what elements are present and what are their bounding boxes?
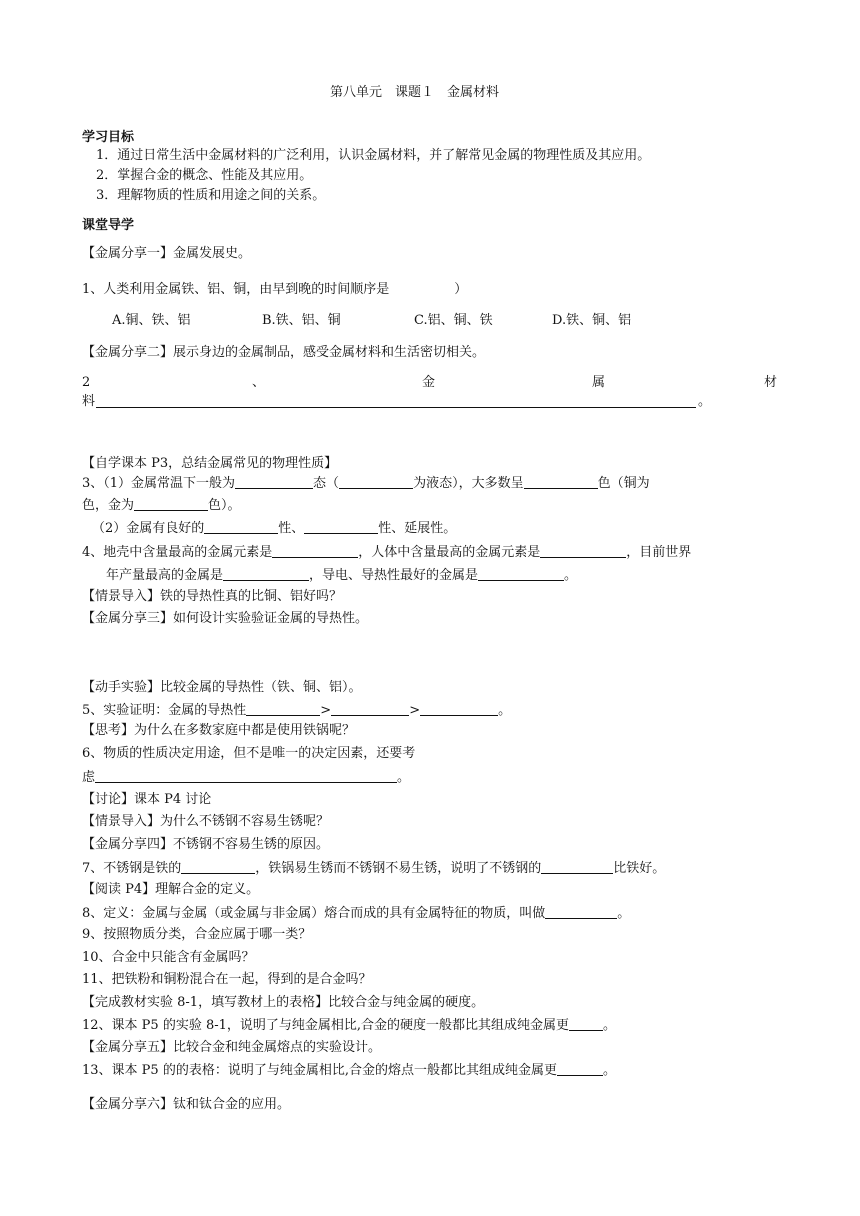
q3-blank-gold[interactable] <box>134 496 208 511</box>
q2-end: 。 <box>698 394 712 409</box>
q5-blank-1[interactable] <box>246 701 320 716</box>
q2-word: 料 <box>82 394 96 409</box>
question-12 <box>82 1016 616 1035</box>
q13-text: 13、课本 P5 的的表格：说明了与纯金属相比,合金的熔点一般都比其组成纯金属更 <box>82 1063 557 1078</box>
q3-text: （2）金属有良好的 <box>92 521 205 536</box>
q3-text: 性、延展性。 <box>378 521 457 536</box>
q3-blank-liquid[interactable] <box>339 474 413 489</box>
share-four: 【金属分享四】不锈钢不容易生锈的原因。 <box>82 837 330 852</box>
question-3-line-1 <box>82 474 650 493</box>
q3-blank-prop2[interactable] <box>304 519 378 534</box>
q4-text: 4、地壳中含量最高的金属元素是 <box>82 545 273 560</box>
q13-end: 。 <box>602 1063 616 1078</box>
q3-text: 色（铜为 <box>597 476 650 491</box>
q5-text: 5、实验证明：金属的导热性 <box>82 703 247 718</box>
q2-number: 2 <box>82 375 91 390</box>
q6-end: 。 <box>397 770 411 785</box>
q8-end: 。 <box>617 906 631 921</box>
share-three: 【金属分享三】如何设计实验验证金属的导热性。 <box>82 611 369 626</box>
q4-text: 年产量最高的金属是 <box>106 568 224 583</box>
q6-text: 虑 <box>82 770 96 785</box>
q2-separator: 、 <box>252 375 266 390</box>
q3-blank-prop1[interactable] <box>204 519 278 534</box>
share-one: 【金属分享一】金属发展史。 <box>82 246 252 261</box>
q4-blank-conductor[interactable] <box>478 566 564 581</box>
q4-blank-crust[interactable] <box>272 543 358 558</box>
q4-text: ，人体中含量最高的金属元素是 <box>358 545 541 560</box>
q3-blank-state[interactable] <box>235 474 313 489</box>
q5-blank-2[interactable] <box>331 701 409 716</box>
question-4-line-2 <box>106 566 577 585</box>
question-4-line-1 <box>82 543 691 562</box>
page-title: 第八单元 课题１ 金属材料 <box>330 85 500 100</box>
share-two: 【金属分享二】展示身边的金属制品，感受金属材料和生活密切相关。 <box>82 345 486 360</box>
q12-text: 12、课本 P5 的实验 8-1，说明了与纯金属相比,合金的硬度一般都比其组成纯金属更 <box>82 1018 570 1033</box>
q3-text: 色，金为 <box>82 498 135 513</box>
q1-option-b: B.铁、铝、铜 <box>262 313 341 328</box>
share-five: 【金属分享五】比较合金和纯金属熔点的实验设计。 <box>82 1040 382 1055</box>
q3-text: 3、（1）金属常温下一般为 <box>82 476 236 491</box>
q7-text: 7、不锈钢是铁的 <box>82 861 182 876</box>
q5-end: 。 <box>498 703 512 718</box>
goal-item: 1．通过日常生活中金属材料的广泛利用，认识金属材料，并了解常见金属的物理性质及其应用。 <box>96 148 651 163</box>
q2-word: 属 <box>592 375 606 390</box>
q3-text: 为液态），大多数呈 <box>413 476 524 491</box>
q12-end: 。 <box>603 1018 617 1033</box>
q1-option-a: A.铜、铁、铝 <box>112 313 191 328</box>
q6-blank[interactable] <box>95 768 397 783</box>
q4-text: ，导电、导热性最好的金属是 <box>309 568 479 583</box>
question-1: 1、人类利用金属铁、铝、铜，由早到晚的时间顺序是 ） <box>82 282 468 297</box>
q4-text: 。 <box>564 568 578 583</box>
question-3-line-2 <box>82 496 241 515</box>
question-6-line-2 <box>82 768 410 787</box>
guide-heading: 课堂导学 <box>82 218 135 233</box>
question-3-line-3 <box>92 519 456 538</box>
complete-experiment: 【完成教材实验 8-1，填写教材上的表格】比较合金与纯金属的硬度。 <box>82 995 485 1010</box>
hands-on-experiment: 【动手实验】比较金属的导热性（铁、铜、铝）。 <box>82 680 362 695</box>
q5-gt: > <box>409 703 421 718</box>
q8-text: 8、定义：金属与金属（或金属与非金属）熔合而成的具有金属特征的物质，叫做 <box>82 906 546 921</box>
q2-blank[interactable] <box>96 393 696 408</box>
self-study-heading: 【自学课本 P3，总结金属常见的物理性质】 <box>82 456 338 471</box>
q1-option-c: C.铝、铜、铁 <box>414 313 493 328</box>
q4-blank-body[interactable] <box>540 543 626 558</box>
q7-text: ，铁锅易生锈而不锈钢不易生锈，说明了不锈钢的 <box>255 861 542 876</box>
q12-blank[interactable] <box>569 1016 603 1031</box>
q5-gt: > <box>320 703 332 718</box>
q7-text: 比铁好。 <box>613 861 666 876</box>
q5-blank-3[interactable] <box>420 701 498 716</box>
question-5 <box>82 701 511 720</box>
goal-item: 3．理解物质的性质和用途之间的关系。 <box>96 188 326 203</box>
think-prompt: 【思考】为什么在多数家庭中都是使用铁锅呢？ <box>82 723 356 738</box>
q3-text: 性、 <box>278 521 305 536</box>
q13-blank[interactable] <box>557 1061 603 1076</box>
question-13 <box>82 1061 616 1080</box>
scene-one: 【情景导入】铁的导热性真的比铜、铝好吗？ <box>82 589 343 604</box>
q2-word: 材 <box>764 375 778 390</box>
question-8 <box>82 904 630 923</box>
q3-blank-color[interactable] <box>524 474 598 489</box>
read-prompt: 【阅读 P4】理解合金的定义。 <box>82 882 260 897</box>
question-7 <box>82 859 665 878</box>
scene-two: 【情景导入】为什么不锈钢不容易生锈呢？ <box>82 814 330 829</box>
discuss-prompt: 【讨论】课本 P4 讨论 <box>82 792 212 807</box>
q7-blank-1[interactable] <box>181 859 255 874</box>
question-10: 10、合金中只能含有金属吗？ <box>82 950 255 965</box>
q1-option-d: D.铁、铜、铝 <box>552 313 632 328</box>
q4-text: ，目前世界 <box>626 545 692 560</box>
question-6-line-1: 6、物质的性质决定用途，但不是唯一的决定因素，还要考 <box>82 746 416 761</box>
goal-item: 2．掌握合金的概念、性能及其应用。 <box>96 168 313 183</box>
q3-text: 态（ <box>313 476 340 491</box>
q2-word: 金 <box>422 375 436 390</box>
goals-heading: 学习目标 <box>82 130 135 145</box>
share-six: 【金属分享六】钛和钛合金的应用。 <box>82 1097 291 1112</box>
q4-blank-output[interactable] <box>223 566 309 581</box>
question-9: 9、按照物质分类，合金应属于哪一类？ <box>82 927 312 942</box>
q8-blank[interactable] <box>545 904 617 919</box>
question-11: 11、把铁粉和铜粉混合在一起，得到的是合金吗？ <box>82 972 372 987</box>
q3-text: 色）。 <box>208 498 241 513</box>
q7-blank-2[interactable] <box>541 859 613 874</box>
